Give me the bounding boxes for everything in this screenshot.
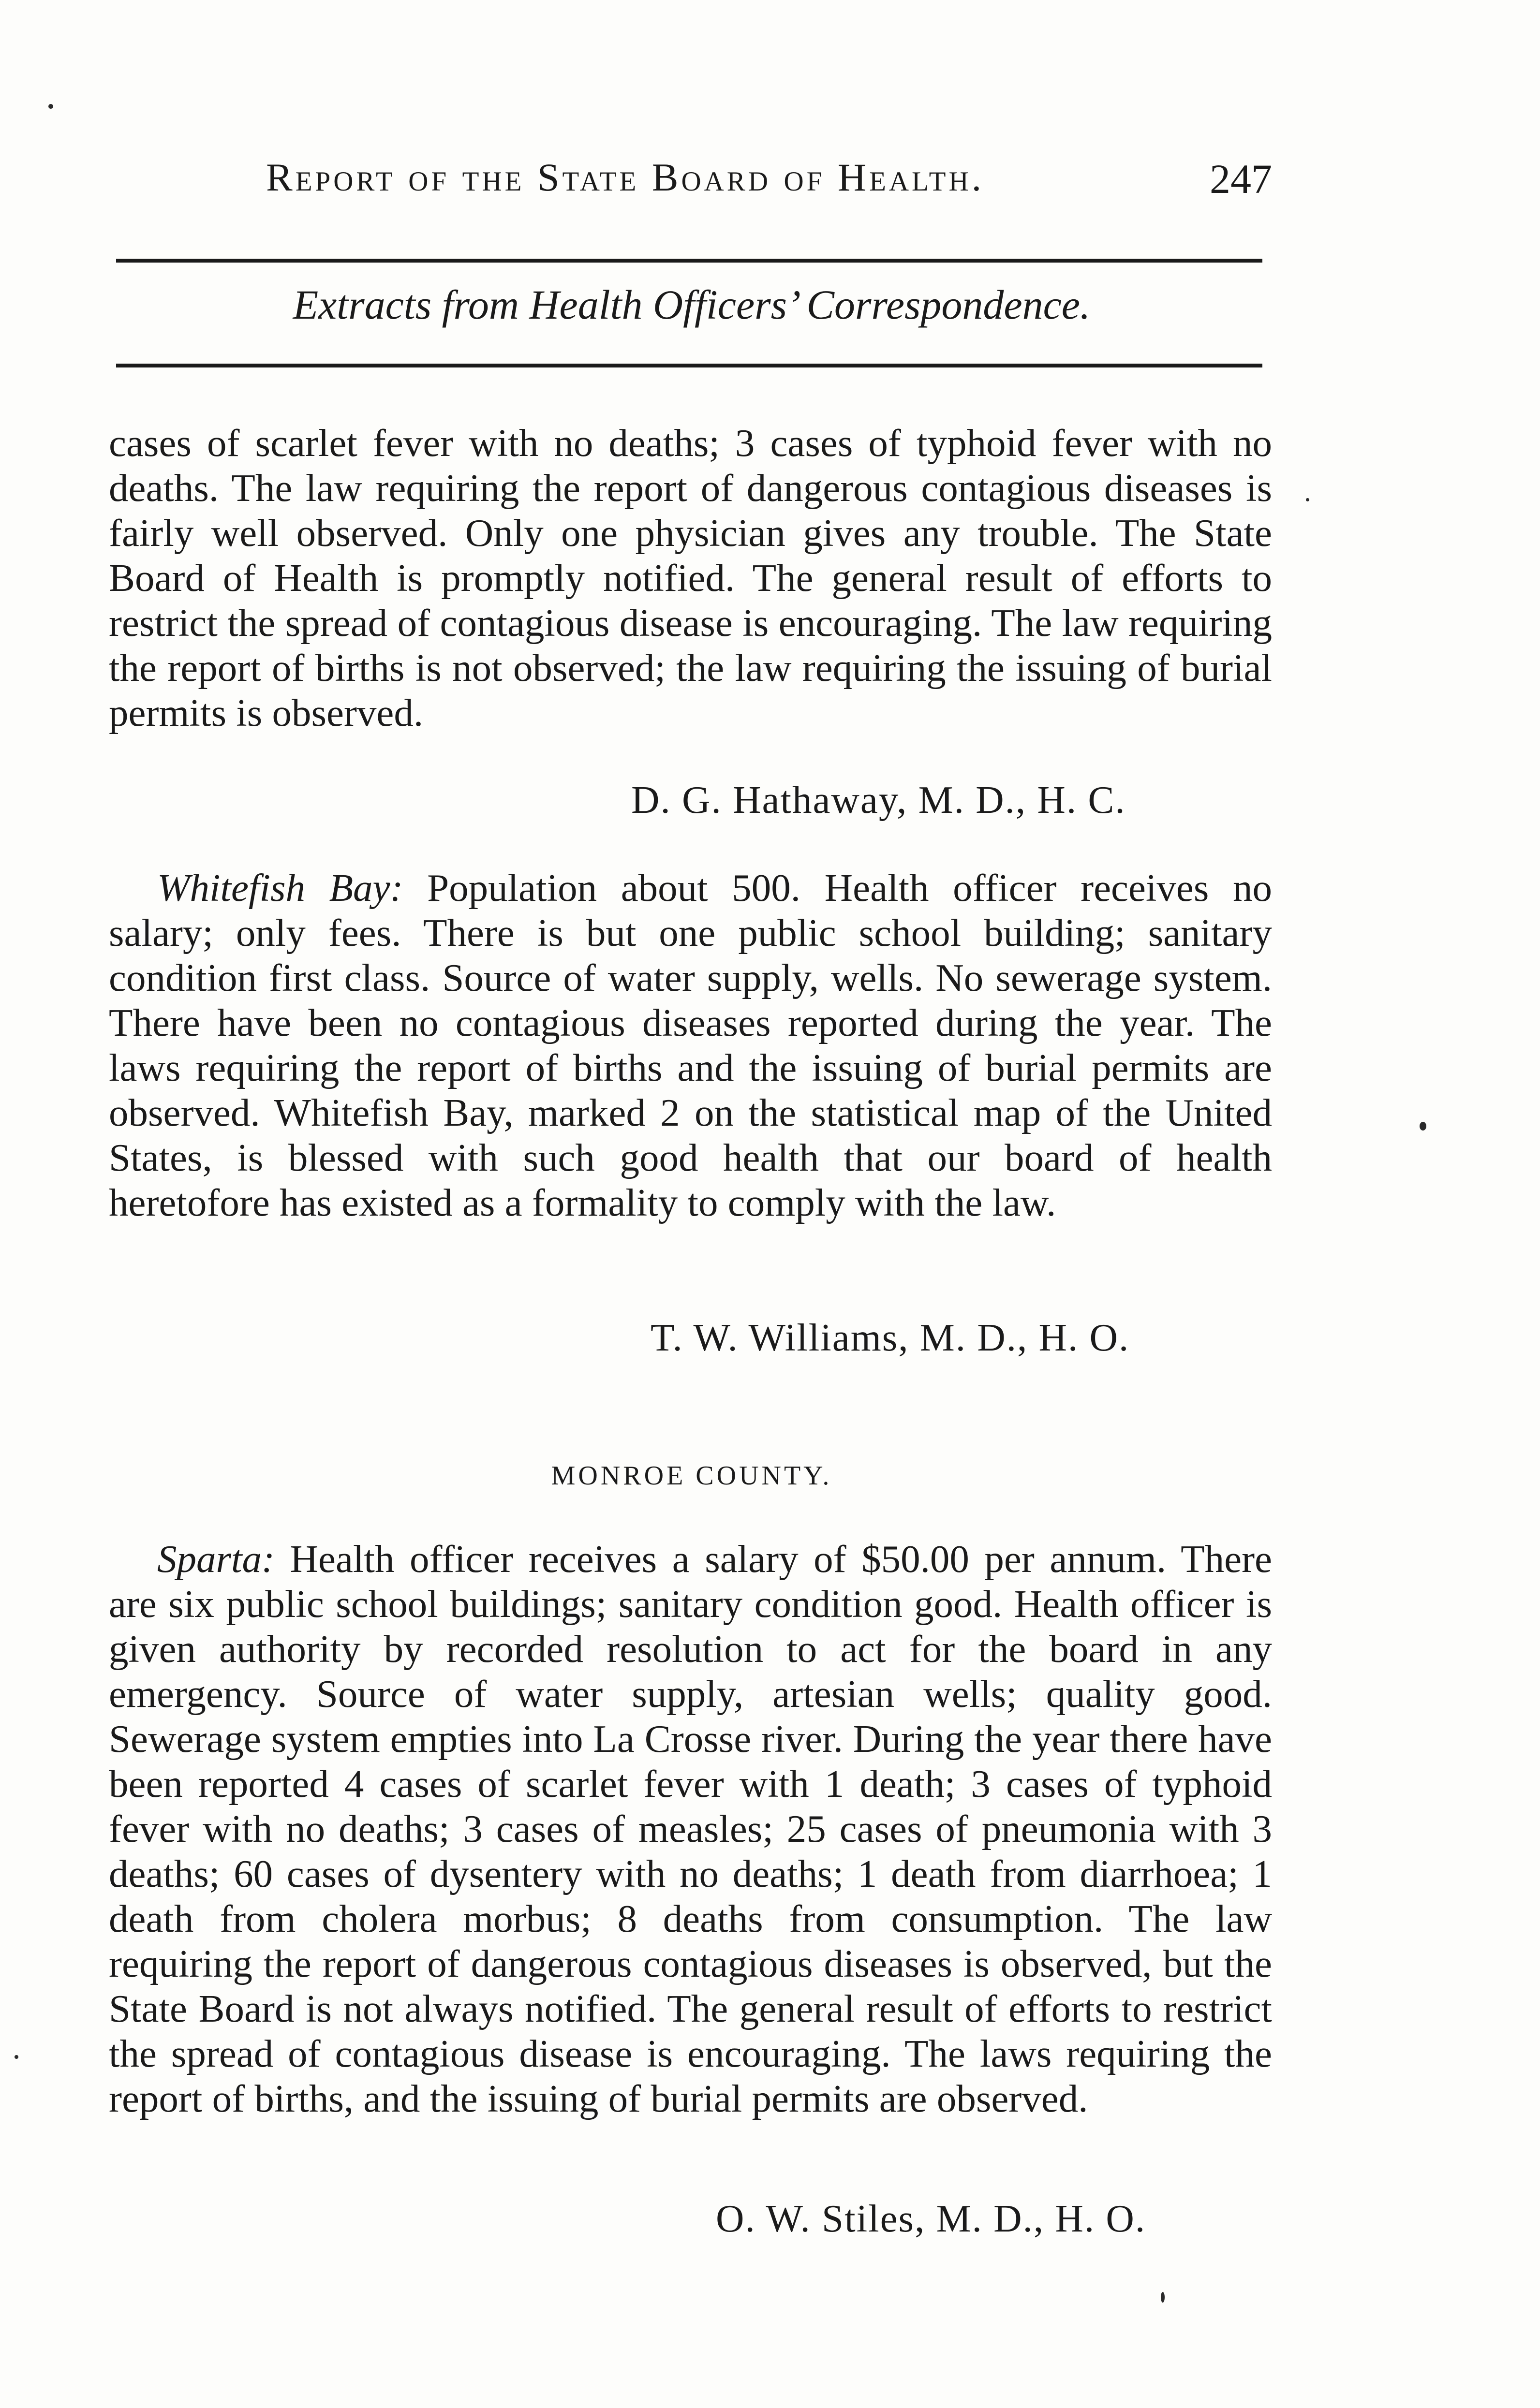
running-head bbox=[111, 145, 1272, 213]
place-name: Whitefish Bay: bbox=[157, 866, 403, 910]
signature-hathaway: D. G. Hathaway, M. D., H. C. bbox=[631, 778, 1126, 822]
ink-speck bbox=[1306, 498, 1309, 501]
entry-whitefish-bay bbox=[109, 866, 1272, 1225]
entry-sparta bbox=[109, 1537, 1272, 2121]
place-name: Sparta: bbox=[157, 1537, 275, 1581]
top-rule bbox=[116, 259, 1262, 263]
ink-speck bbox=[1420, 1122, 1426, 1131]
signature-williams: T. W. Williams, M. D., H. O. bbox=[651, 1316, 1130, 1359]
bottom-rule bbox=[116, 364, 1262, 367]
entry-text: Health officer receives a salary of $50.00 per annum. There are six public school buildings; sanitary condition good. Health officer is given authority by recorded resolution to act for the board in any emergency. Source of water supply, artesian wells; quality good. Sewerage system empties into La Crosse river. During the year there have been reported 4 cases of scarlet fever with 1 death; 3 cases of typhoid fever with no deaths; 3 cases of measles; 25 cases of pneumonia with 3 deaths; 60 cases of dysentery with no deaths; 1 death from diarrhoea; 1 death from cholera morbus; 8 deaths from consumption. The law requiring the report of dangerous contagious diseases is observed, but the State Board is not always notified. The general result of efforts to restrict the spread of contagious disease is encouraging. The laws requiring the report of births, and the issuing of burial permits are observed. bbox=[109, 1537, 1272, 2120]
page-number: 247 bbox=[1210, 156, 1272, 202]
section-title: Extracts from Health Officers’ Correspondence. bbox=[293, 281, 1091, 328]
running-title: Report of the State Board of Health. bbox=[266, 155, 985, 199]
ink-speck bbox=[48, 104, 53, 109]
ink-speck bbox=[15, 2055, 18, 2059]
signature-stiles: O. W. Stiles, M. D., H. O. bbox=[716, 2197, 1146, 2240]
entry-text: Population about 500. Health officer receives no salary; only fees. There is but one public school building; sanitary condition first class. Source of water supply, wells. No sewerage system. There have been no contagious diseases reported during the year. The laws requiring the report of births and the issuing of burial permits are observed. Whitefish Bay, marked 2 on the statistical map of the United States, is blessed with such good health that our board of health heretofore has existed as a formality to comply with the law. bbox=[109, 866, 1273, 1224]
entry-text: cases of scarlet fever with no deaths; 3 cases of typhoid fever with no deaths. The law requiring the report of dangerous contagious diseases is fairly well observed. Only one physician gives any trouble. The State Board of Health is promptly notified. The general result of efforts to restrict the spread of contagious disease is encouraging. The law requiring the report of births is not observed; the law requiring the issuing of burial permits is observed. bbox=[109, 421, 1272, 734]
entry-continued-paragraph bbox=[109, 421, 1272, 735]
ink-speck bbox=[1161, 2292, 1165, 2303]
county-heading: MONROE COUNTY. bbox=[551, 1461, 832, 1491]
